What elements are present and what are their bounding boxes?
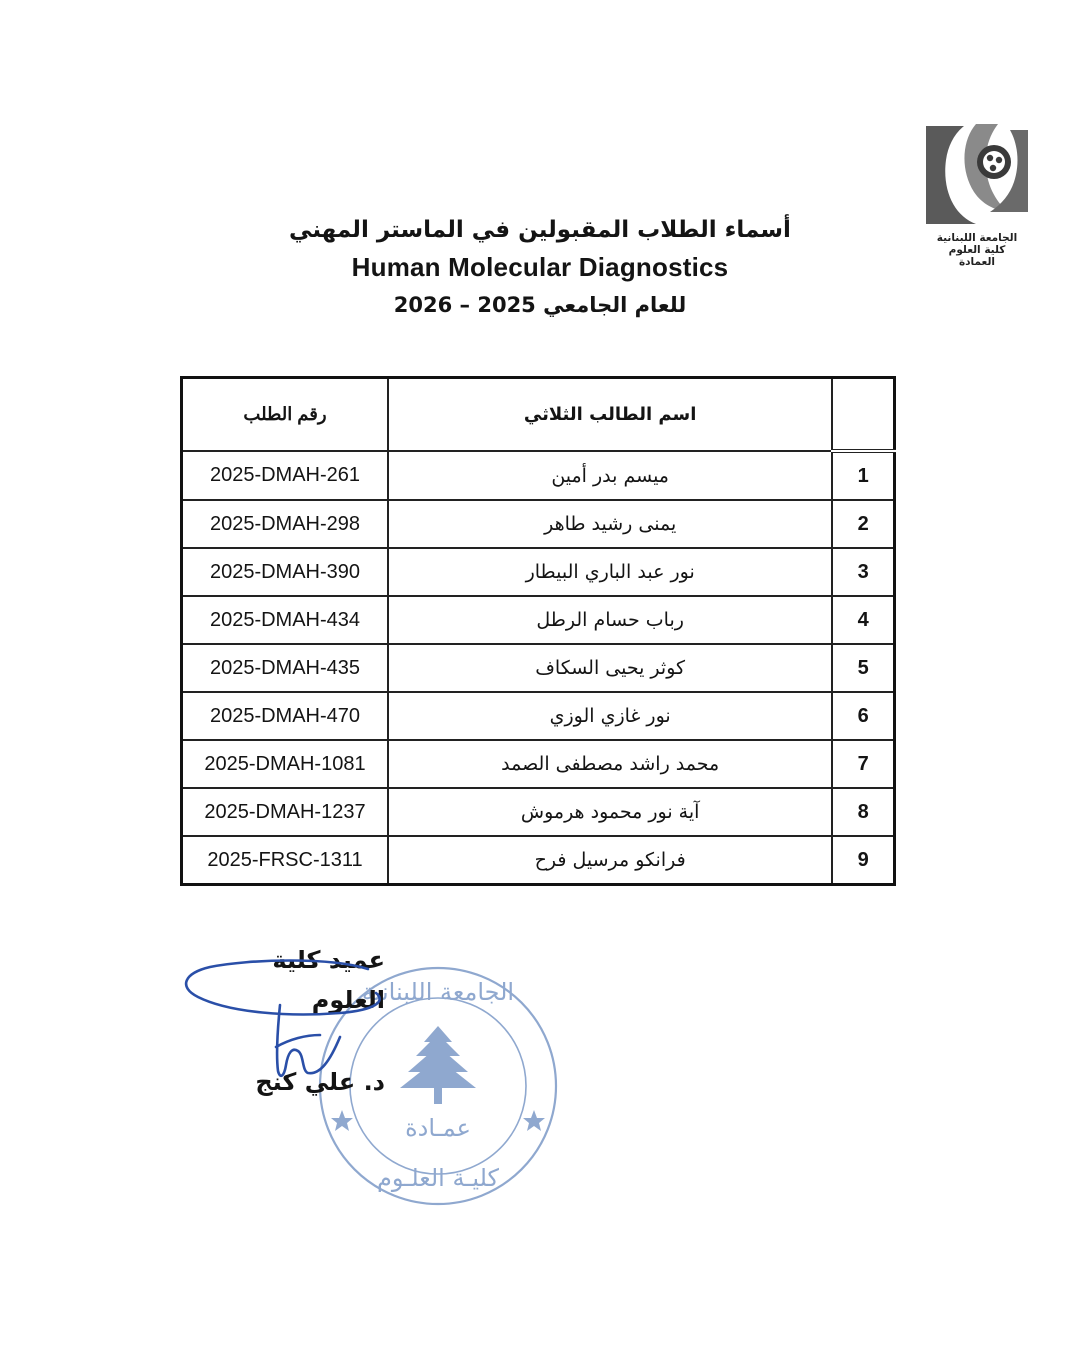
students-table-wrapper <box>180 376 894 886</box>
row-index: 7 <box>832 740 894 788</box>
stamp-middle-text: عمـادة <box>405 1114 471 1142</box>
dean-name: د. علي كنج <box>255 1068 385 1096</box>
table-row <box>182 596 895 644</box>
request-number: 2025-DMAH-390 <box>182 548 389 596</box>
students-table <box>180 376 896 886</box>
table-header-row <box>182 378 895 452</box>
row-index: 9 <box>832 836 894 885</box>
title-arabic: أسماء الطلاب المقبولين في الماستر المهني <box>289 217 791 243</box>
table-row <box>182 788 895 836</box>
row-index: 3 <box>832 548 894 596</box>
row-index: 2 <box>832 500 894 548</box>
university-logo <box>918 120 1048 290</box>
request-number: 2025-DMAH-1237 <box>182 788 389 836</box>
table-row <box>182 740 895 788</box>
request-number: 2025-FRSC-1311 <box>182 836 389 885</box>
request-number: 2025-DMAH-435 <box>182 644 389 692</box>
title-program: Human Molecular Diagnostics <box>351 252 729 282</box>
document-header <box>240 210 840 326</box>
table-row <box>182 548 895 596</box>
request-number: 2025-DMAH-434 <box>182 596 389 644</box>
logo-caption <box>918 232 1036 268</box>
student-name: رباب حسام الرطل <box>388 596 832 644</box>
row-index: 6 <box>832 692 894 740</box>
student-name: ميسم بدر أمين <box>388 451 832 500</box>
table-row <box>182 500 895 548</box>
logo-line: كلية العلوم <box>948 244 1006 256</box>
table-row <box>182 836 895 885</box>
student-name: نور عبد الباري البيطار <box>388 548 832 596</box>
student-name: محمد راشد مصطفى الصمد <box>388 740 832 788</box>
request-number: 2025-DMAH-261 <box>182 451 389 500</box>
row-index: 1 <box>832 451 894 500</box>
student-name: كوثر يحيى السكاف <box>388 644 832 692</box>
table-row <box>182 692 895 740</box>
stamp-bottom-text: كليـة العلـوم <box>377 1164 499 1192</box>
row-index: 8 <box>832 788 894 836</box>
header-index <box>832 378 894 452</box>
request-number: 2025-DMAH-470 <box>182 692 389 740</box>
header-student-name: اسم الطالب الثلاثي <box>388 378 832 452</box>
logo-line: الجامعة اللبنانية <box>936 232 1018 244</box>
row-index: 5 <box>832 644 894 692</box>
student-name: نور غازي الوزي <box>388 692 832 740</box>
header-request-number: رقم الطلب <box>182 378 389 452</box>
request-number: 2025-DMAH-1081 <box>182 740 389 788</box>
student-name: يمنى رشيد طاهر <box>388 500 832 548</box>
row-index: 4 <box>832 596 894 644</box>
dean-title: عميد كلية العلوم <box>272 946 385 1014</box>
table-row <box>182 451 895 500</box>
request-number: 2025-DMAH-298 <box>182 500 389 548</box>
lebanese-university-emblem-icon <box>924 120 1034 230</box>
logo-line: العمادة <box>958 256 996 268</box>
student-name: فرانكو مرسيل فرح <box>388 836 832 885</box>
academic-year: للعام الجامعي 2025 – 2026 <box>393 293 687 317</box>
stamp-top-text: الجامعة اللبنانية <box>361 978 515 1006</box>
table-row <box>182 644 895 692</box>
handwritten-signature-icon <box>180 955 400 1095</box>
student-name: آية نور محمود هرموش <box>388 788 832 836</box>
